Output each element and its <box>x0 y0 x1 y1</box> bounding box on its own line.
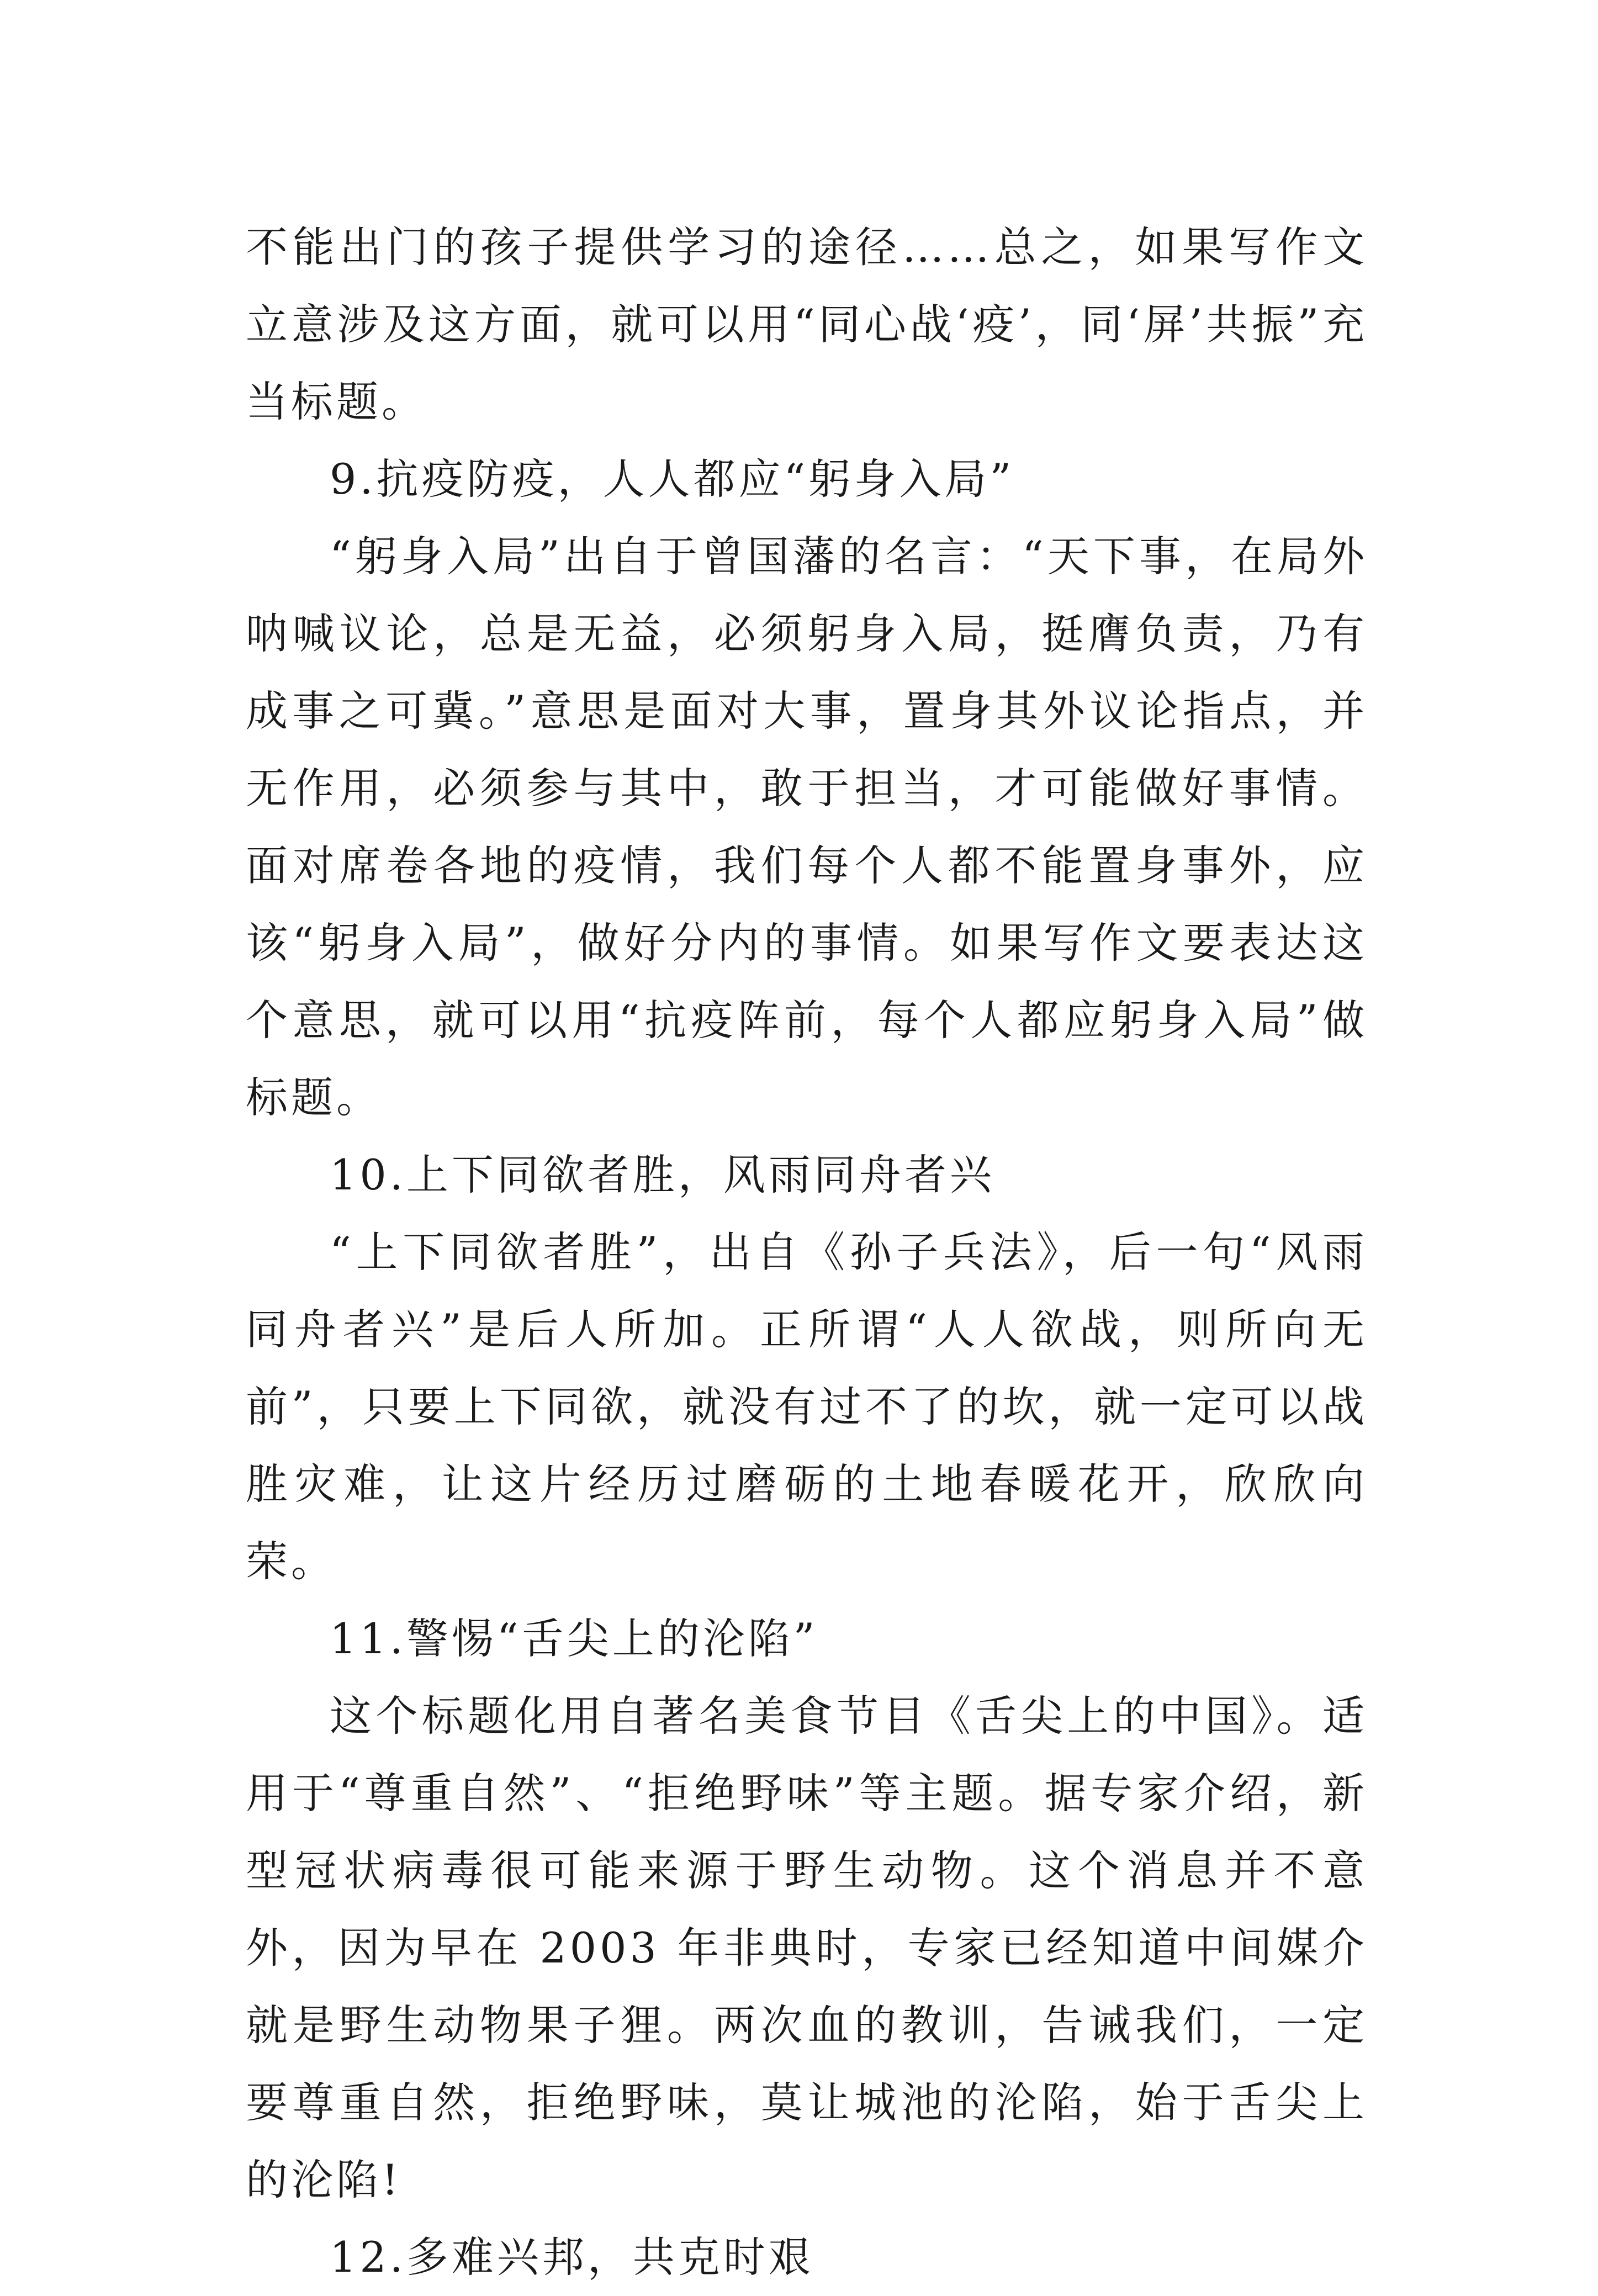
paragraph-intro-continued: 不能出门的孩子提供学习的途径……总之，如果写作文立意涉及这方面，就可以用“同心战‘疫’，同‘屏’共振”充当标题。 <box>246 223 1368 426</box>
document-body <box>246 209 1368 2296</box>
paragraph-section-9: “躬身入局”出自于曾国藩的名言：“天下事，在局外呐喊议论，总是无益，必须躬身入局，挺膺负责，乃有成事之可冀。”意思是面对大事，置身其外议论指点，并无作用，必须参与其中，敢于担当，才可能做好事情。面对席卷各地的疫情，我们每个人都不能置身事外，应该“躬身入局”，做好分内的事情。如果写作文要表达这个意思，就可以用“抗疫阵前，每个人都应躬身入局”做标题。 <box>246 532 1368 1122</box>
section-heading-9: 9.抗疫防疫，人人都应“躬身入局” <box>330 454 1015 504</box>
section-heading-12: 12.多难兴邦，共克时艰 <box>330 2232 814 2282</box>
section-heading-11: 11.警惕“舌尖上的沦陷” <box>330 1614 818 1663</box>
paragraph-section-10: “上下同欲者胜”，出自《孙子兵法》，后一句“风雨同舟者兴”是后人所加。正所谓“人人欲战，则所向无前”，只要上下同欲，就没有过不了的坎，就一定可以战胜灾难，让这片经历过磨砺的土地春暖花开，欣欣向荣。 <box>246 1228 1368 1586</box>
paragraph-section-11: 这个标题化用自著名美食节目《舌尖上的中国》。适用于“尊重自然”、“拒绝野味”等主题。据专家介绍，新型冠状病毒很可能来源于野生动物。这个消息并不意外，因为早在 2003 年非典时，专家已经知道中间媒介就是野生动物果子狸。两次血的教训，告诫我们，一定要尊重自然，拒绝野味，莫让城池的沦陷，始于舌尖上的沦陷! <box>246 1691 1368 2204</box>
section-heading-10: 10.上下同欲者胜，风雨同舟者兴 <box>330 1150 995 1199</box>
